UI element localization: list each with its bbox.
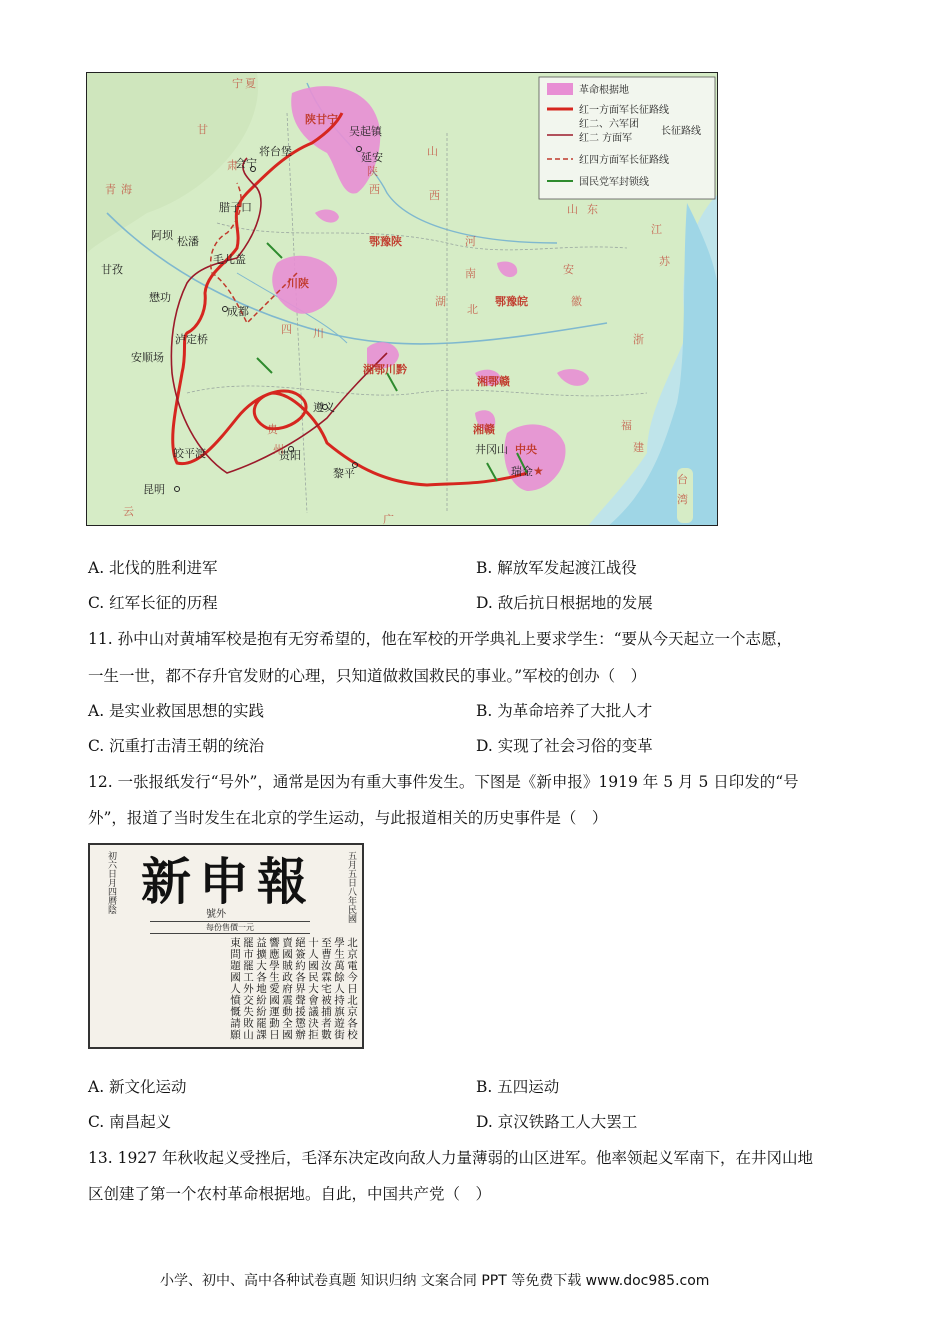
place-ruijin: 瑞金 xyxy=(511,465,533,478)
long-march-map xyxy=(86,72,718,526)
newspaper-column-label: 北京電 xyxy=(346,937,358,972)
legend-blockade: 国民党军封锁线 xyxy=(579,177,649,188)
prov-char: 湾 xyxy=(677,493,688,506)
place-jinggangshan: 井冈山 xyxy=(475,443,508,456)
newspaper-lunar-date: 初六日月四曆陰 xyxy=(106,851,116,914)
prov-char: 湖 xyxy=(435,295,446,308)
legend-red1: 红一方面军长征路线 xyxy=(579,105,669,116)
prov-char: 川 xyxy=(313,327,324,340)
label-zhongyang: 中央 xyxy=(515,443,537,456)
page-footer: 小学、初中、高中各种试卷真题 知识归纳 文案合同 PPT 等免费下载 www.doc985.com xyxy=(160,1273,710,1289)
label-xiangexgan: 湘鄂赣 xyxy=(477,375,510,388)
prov-char: 夏 xyxy=(245,77,256,90)
prov-char: 海 xyxy=(121,183,132,196)
question-11-stem-line1: 11. 孙中山对黄埔军校是抱有无穷希望的，他在军校的开学典礼上要求学生：“要从今天起立一个志愿， xyxy=(88,630,793,648)
newspaper-body xyxy=(96,937,358,1043)
prov-char: 云 xyxy=(123,505,134,518)
place-guiyang: 贵阳 xyxy=(279,449,301,462)
prov-char: 西 xyxy=(369,183,380,196)
prov-char: 徽 xyxy=(571,295,582,308)
prov-char: 肃 xyxy=(227,159,238,172)
prov-char: 安 xyxy=(563,263,574,276)
label-xiangexqian: 湘鄂川黔 xyxy=(363,363,407,376)
option-b[interactable]: B. 五四运动 xyxy=(476,1078,560,1096)
prov-char: 福 xyxy=(621,419,632,432)
legend-red26-a: 红二、六军团 xyxy=(579,119,639,130)
newspaper-masthead: 新申報 xyxy=(141,852,315,911)
prov-char: 北 xyxy=(467,303,478,316)
prov-char: 台 xyxy=(677,473,688,486)
question-13-stem-line2: 区创建了第一个农村革命根据地。自此，中国共产党（ ） xyxy=(88,1185,492,1203)
question-12-stem-line2: 外”，报道了当时发生在北京的学生运动，与此报道相关的历史事件是（ ） xyxy=(88,809,608,827)
option-a[interactable]: A. 新文化运动 xyxy=(88,1078,187,1096)
prov-char: 宁 xyxy=(232,77,243,90)
prov-char: 西 xyxy=(429,189,440,202)
place-ganzi: 甘孜 xyxy=(101,263,123,276)
legend-red4: 红四方面军长征路线 xyxy=(579,155,669,166)
label-eyushan: 鄂豫陕 xyxy=(369,235,402,248)
prov-char: 山 xyxy=(427,145,438,158)
place-kunming: 昆明 xyxy=(143,483,165,496)
place-huining: 会宁 xyxy=(235,157,257,170)
option-a[interactable]: A. 北伐的胜利进军 xyxy=(88,559,218,577)
option-b[interactable]: B. 为革命培养了大批人才 xyxy=(476,702,653,720)
place-lazikou: 腊子口 xyxy=(219,201,252,214)
place-zunyi: 遵义 xyxy=(313,401,335,414)
place-anshunchang: 安顺场 xyxy=(131,351,164,364)
map-svg xyxy=(87,73,718,526)
newspaper-body-text: 今日北京各校學生萬餘人持旗遊街至曹汝霖宅被捕者數十人國民大會議決拒絕簽約各界聲援懲辦賣國賊政府震動全國響應學生愛國運動日益擴大各地紛紛罷課罷市罷工外交失敗山東問題國人憤慨請願 xyxy=(229,937,358,1041)
prov-char: 建 xyxy=(633,441,644,454)
prov-char: 浙 xyxy=(633,333,644,346)
prov-char: 州 xyxy=(273,443,284,456)
prov-char: 山 xyxy=(567,203,578,216)
option-d[interactable]: D. 实现了社会习俗的变革 xyxy=(476,737,653,755)
option-d[interactable]: D. 敌后抗日根据地的发展 xyxy=(476,594,653,612)
question-13-stem-line1: 13. 1927 年秋收起义受挫后，毛泽东决定改向敌人力量薄弱的山区进军。他率领起义军南下，在井冈山地 xyxy=(88,1149,813,1167)
option-c[interactable]: C. 南昌起义 xyxy=(88,1113,172,1131)
newspaper-extra-label: 號外 xyxy=(206,909,226,920)
label-shaanganning: 陕甘宁 xyxy=(305,113,338,126)
prov-char: 苏 xyxy=(659,255,670,268)
newspaper-extra-image xyxy=(88,843,364,1049)
prov-char: 河 xyxy=(465,235,476,248)
place-maogong: 懋功 xyxy=(149,291,171,304)
prov-char: 青 xyxy=(105,183,116,196)
newspaper-republic-date: 五月五日八年民國 xyxy=(346,851,356,923)
legend-red26-b: 红二 方面军 xyxy=(579,133,633,144)
option-c[interactable]: C. 沉重打击清王朝的统治 xyxy=(88,737,265,755)
option-b[interactable]: B. 解放军发起渡江战役 xyxy=(476,559,637,577)
prov-char: 东 xyxy=(587,203,598,216)
option-d[interactable]: D. 京汉铁路工人大罢工 xyxy=(476,1113,638,1131)
prov-char: 江 xyxy=(651,223,662,236)
place-chengdu: 成都 xyxy=(227,305,249,318)
ruijin-star-icon: ★ xyxy=(533,464,544,478)
prov-char: 南 xyxy=(465,267,476,280)
prov-char: 甘 xyxy=(197,123,208,136)
legend-base: 革命根据地 xyxy=(579,85,629,96)
question-12-stem-line1: 12. 一张报纸发行“号外”，通常是因为有重大事件发生。下图是《新申报》1919 年 5 月 5 日印发的“号 xyxy=(88,773,799,791)
place-wuqizhen: 吴起镇 xyxy=(349,125,382,138)
question-11-stem-line2: 一生一世，都不存升官发财的心理，只知道做救国救民的事业。”军校的创办（ ） xyxy=(88,667,647,685)
place-luding: 泸定桥 xyxy=(175,333,208,346)
label-chuanshan: 川陕 xyxy=(287,277,309,290)
legend-red26-c: 长征路线 xyxy=(661,126,701,137)
label-xianggan: 湘赣 xyxy=(473,423,495,436)
legend-base-swatch xyxy=(547,83,573,95)
place-yanan: 延安 xyxy=(361,151,383,164)
label-eyuwan: 鄂豫皖 xyxy=(495,295,528,308)
place-songpan: 松潘 xyxy=(177,235,199,248)
place-liping: 黎平 xyxy=(333,467,355,480)
place-maoergai: 毛儿盖 xyxy=(213,253,246,266)
prov-char: 四 xyxy=(281,323,292,336)
prov-char: 陕 xyxy=(367,165,378,178)
place-aba: 阿坝 xyxy=(151,229,173,242)
place-jiaopingdu: 皎平渡 xyxy=(173,447,206,460)
newspaper-price: 每份售價一元 xyxy=(150,921,310,934)
prov-char: 贵 xyxy=(267,423,278,436)
place-jiangtaipu: 将台堡 xyxy=(259,145,292,158)
option-c[interactable]: C. 红军长征的历程 xyxy=(88,594,218,612)
option-a[interactable]: A. 是实业救国思想的实践 xyxy=(88,702,265,720)
prov-char: 广 xyxy=(383,513,394,526)
